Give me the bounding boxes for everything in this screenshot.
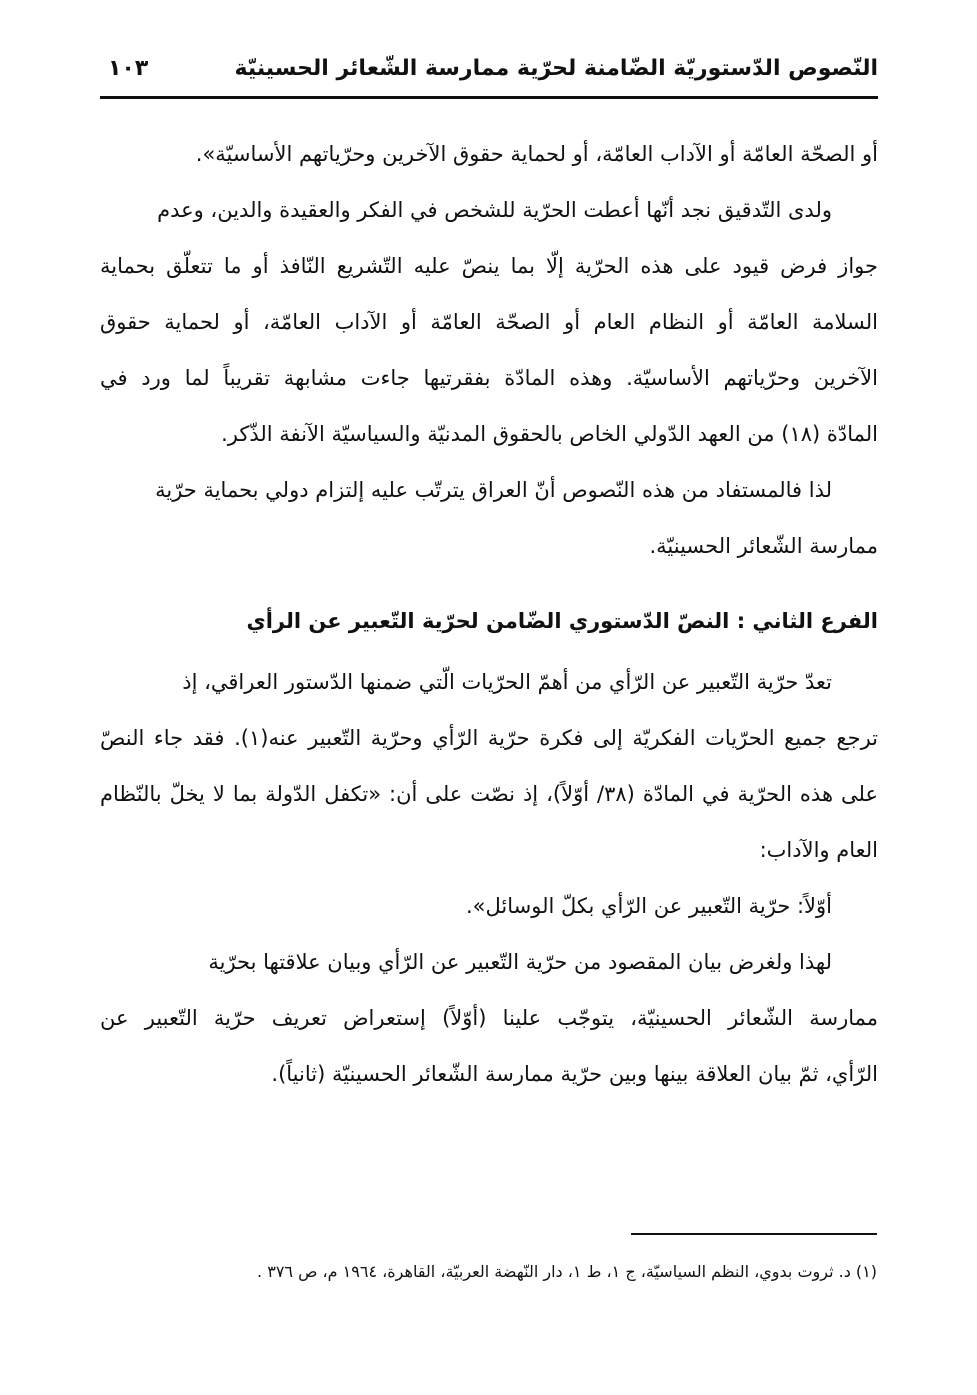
paragraph-line: أوّلاً: حرّية التّعبير عن الرّأي بكلّ الوسائل». <box>465 894 832 918</box>
paragraph-line: أو الصحّة العامّة أو الآداب العامّة، أو لحماية حقوق الآخرين وحرّياتهم الأساسيّة». <box>195 142 878 166</box>
body-text <box>100 126 878 1102</box>
paragraph-line: الآخرين وحرّياتهم الأساسيّة. وهذه المادّة بفقرتيها جاءت مشابهة تقريباً لما ورد في <box>100 366 878 390</box>
footnote-rule <box>631 1233 877 1235</box>
paragraph-line: ممارسة الشّعائر الحسينيّة، يتوجّب علينا (أوّلاً) إستعراض تعريف حرّية التّعبير عن <box>100 1006 878 1030</box>
paragraph-line: المادّة (١٨) من العهد الدّولي الخاص بالحقوق المدنيّة والسياسيّة الآنفة الذّكر. <box>221 422 878 446</box>
paragraph-line: الرّأي، ثمّ بيان العلاقة بينها وبين حرّية ممارسة الشّعائر الحسينيّة (ثانياً). <box>271 1062 878 1086</box>
running-title: النّصوص الدّستوريّة الضّامنة لحرّية ممارسة الشّعائر الحسينيّة <box>234 56 878 81</box>
section-gap <box>100 574 878 588</box>
page-number: ١٠٣ <box>108 56 149 81</box>
paragraph-line: ولدى التّدقيق نجد أنّها أعطت الحرّية للشخص في الفكر والعقيدة والدين، وعدم <box>157 198 832 222</box>
paragraph-line: ممارسة الشّعائر الحسينيّة. <box>649 534 878 558</box>
paragraph-line: جواز فرض قيود على هذه الحرّية إلّا بما ينصّ عليه التّشريع النّافذ أو ما تتعلّق بحماية <box>100 254 878 278</box>
paragraph-line: السلامة العامّة أو النظام العام أو الصحّة العامّة أو الآداب العامّة، أو لحماية حقوق <box>100 310 878 334</box>
paragraph-line: لهذا ولغرض بيان المقصود من حرّية التّعبير عن الرّأي وبيان علاقتها بحرّية <box>208 950 832 974</box>
section-heading: الفرع الثاني : النصّ الدّستوري الضّامن لحرّية التّعبير عن الرأي <box>246 609 878 633</box>
running-header <box>100 52 878 94</box>
paragraph-line: على هذه الحرّية في المادّة (٣٨/ أوّلاً)، إذ نصّت على أن: «تكفل الدّولة بما لا يخلّ بالنّظام <box>100 782 878 806</box>
paragraph-line: العام والآداب: <box>759 838 878 862</box>
paragraph-line: لذا فالمستفاد من هذه النّصوص أنّ العراق يترتّب عليه إلتزام دولي بحماية حرّية <box>155 478 832 502</box>
header-rule <box>100 96 878 99</box>
paragraph-line: ترجع جميع الحرّيات الفكريّة إلى فكرة حرّية الرّأي وحرّية التّعبير عنه(١). فقد جاء النصّ <box>100 726 878 750</box>
footnote: (١) د. ثروت بدوي، النظم السياسيّة، ج ١، ط ١، دار النّهضة العربيّة، القاهرة، ١٩٦٤ م، ص ٣٧٦ . <box>257 1262 877 1281</box>
paragraph-line: تعدّ حرّية التّعبير عن الرّأي من أهمّ الحرّيات الّتي ضمنها الدّستور العراقي، إذ <box>182 670 832 694</box>
